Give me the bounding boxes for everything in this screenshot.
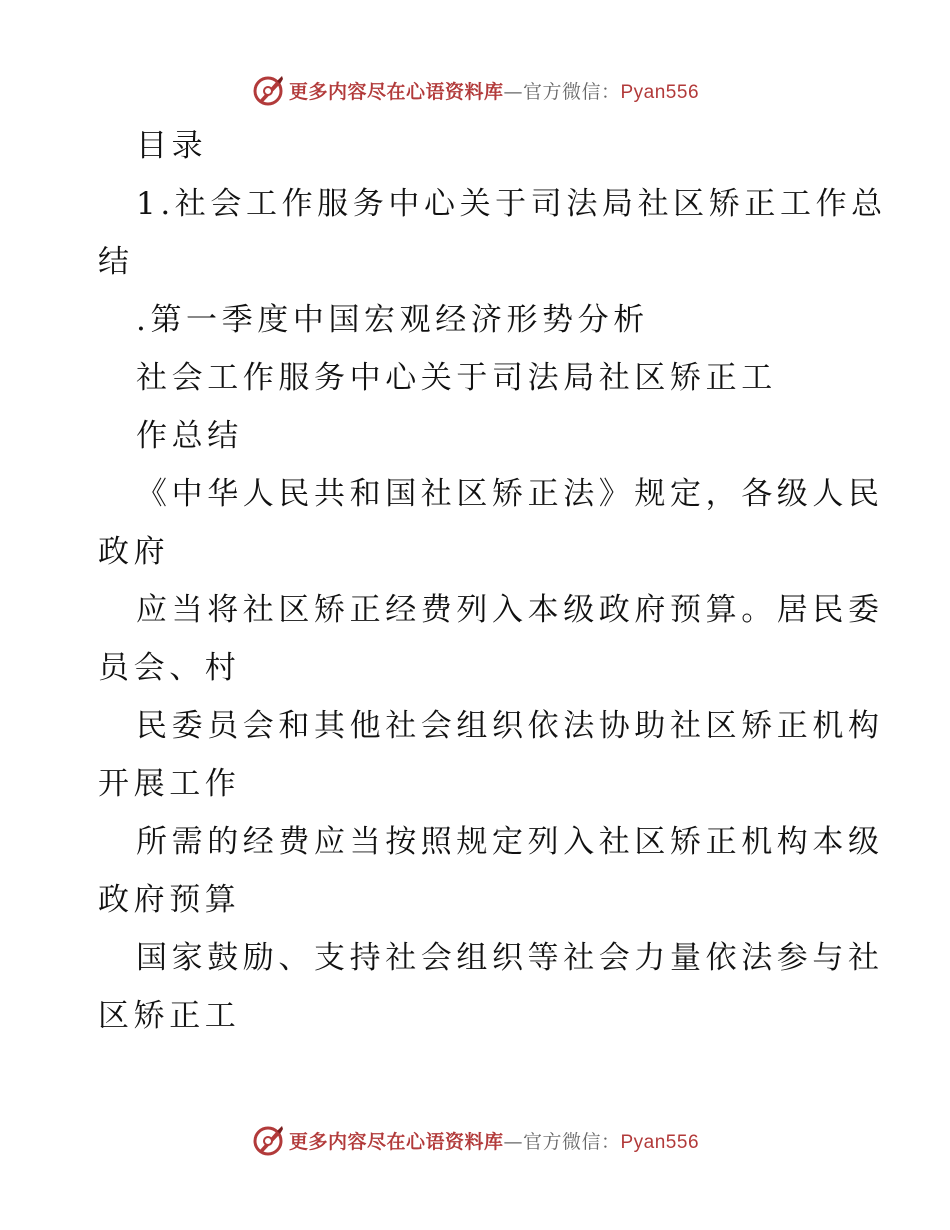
toc-item-1: 1.社会工作服务中心关于司法局社区矫正工作总 <box>136 186 887 222</box>
paragraph-line: 开展工作 <box>98 766 241 802</box>
header-banner <box>0 70 950 110</box>
banner-separator: — <box>503 1130 523 1153</box>
quill-pen-logo-icon <box>251 73 285 107</box>
section-title-cont: 作总结 <box>136 418 243 454</box>
paragraph-line: 政府 <box>98 534 170 570</box>
paragraph-line: 区矫正工 <box>98 998 241 1034</box>
banner-wechat-label: 官方微信： <box>522 1130 621 1153</box>
paragraph-line: 民委员会和其他社会组织依法协助社区矫正机构 <box>136 708 884 744</box>
quill-pen-logo-icon <box>251 1123 285 1157</box>
section-title: 社会工作服务中心关于司法局社区矫正工 <box>136 360 777 396</box>
toc-item-2: .第一季度中国宏观经济形势分析 <box>136 302 649 338</box>
paragraph-line: 员会、村 <box>98 650 241 686</box>
toc-item-1-cont: 结 <box>98 244 134 280</box>
toc-heading: 目录 <box>136 128 208 164</box>
paragraph-line: 政府预算 <box>98 882 241 918</box>
banner-wechat-id: Pyan556 <box>620 81 700 103</box>
banner-text <box>289 1127 699 1154</box>
banner-text <box>289 77 699 104</box>
paragraph-line: 所需的经费应当按照规定列入社区矫正机构本级 <box>136 824 884 860</box>
banner-site-name: 更多内容尽在心语资料库 <box>288 80 504 103</box>
banner-site-name: 更多内容尽在心语资料库 <box>288 1130 504 1153</box>
footer-banner <box>0 1120 950 1160</box>
paragraph-line: 《中华人民共和国社区矫正法》规定，各级人民 <box>136 476 884 512</box>
banner-wechat-label: 官方微信： <box>522 80 621 103</box>
banner-separator: — <box>503 80 523 103</box>
banner-wechat-id: Pyan556 <box>620 1131 700 1153</box>
paragraph-line: 国家鼓励、支持社会组织等社会力量依法参与社 <box>136 940 884 976</box>
paragraph-line: 应当将社区矫正经费列入本级政府预算。居民委 <box>136 592 884 628</box>
